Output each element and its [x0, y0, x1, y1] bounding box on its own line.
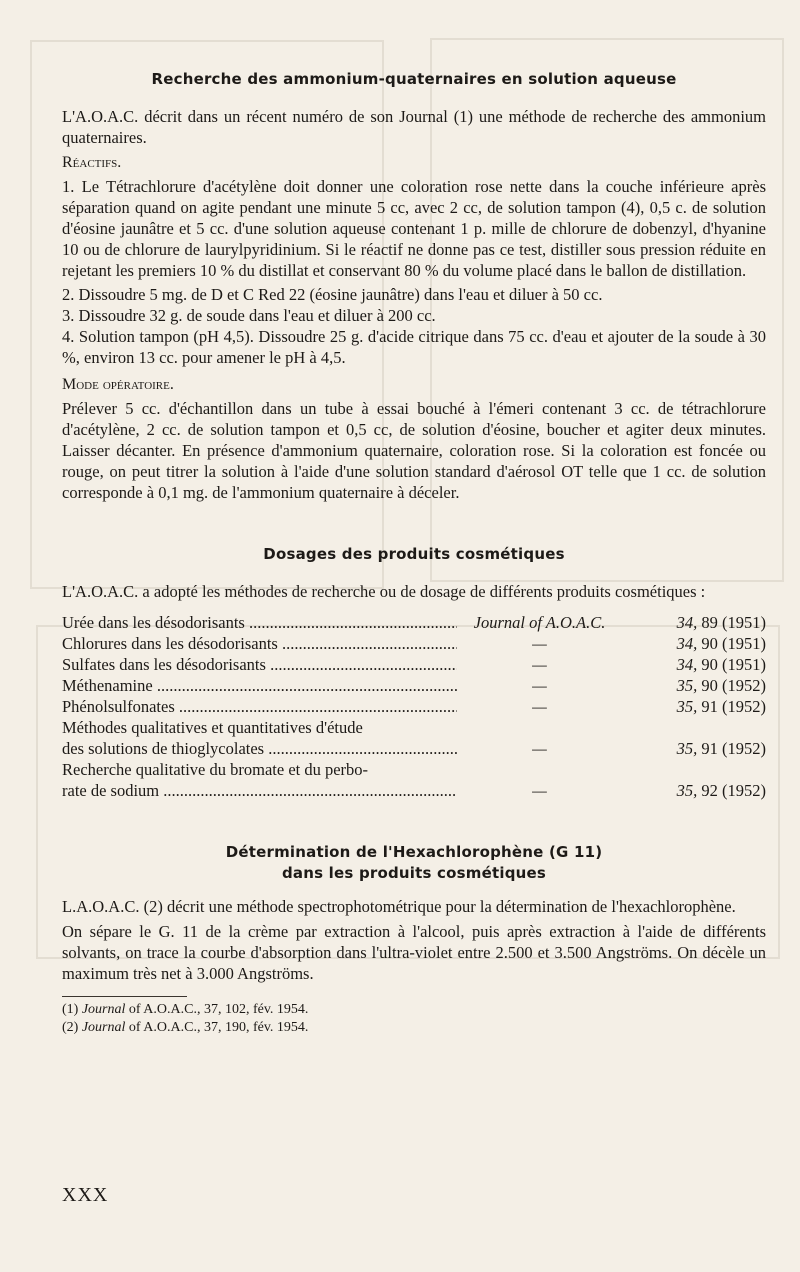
page-year: 90 (1951): [701, 655, 766, 674]
footnote-journal: Journal: [81, 1020, 126, 1035]
section-title-dosages: Dosages des produits cosmétiques: [263, 545, 565, 563]
page-number: XXX: [62, 1184, 109, 1206]
heading-mode-operatoire: Mode opératoire.: [62, 376, 174, 393]
footnote-number: (1): [62, 1002, 79, 1017]
section-title-hexachlorophene-1: Détermination de l'Hexachlorophène (G 11): [225, 843, 603, 861]
reagent-2: 2. Dissoudre 5 mg. de D et C Red 22 (éosine jaunâtre) dans l'eau et diluer à 50 cc.: [62, 285, 603, 304]
section-title-ammonium: Recherche des ammonium-quaternaires en solution aqueuse: [151, 70, 677, 88]
paragraph-hexachlorophene-2: On sépare le G. 11 de la crème par extraction à l'alcool, puis après extraction à l'aide de différents solvants, on trace la courbe d'absorption dans l'ultra-violet entre 2.500 et 3.500 Angströms. On décèle un maximum très net à 3.000 Angströms.: [62, 922, 766, 983]
volume-reference: [622, 654, 766, 675]
footnote-divider: [62, 996, 187, 997]
method-row: [62, 654, 766, 675]
method-label: Urée dans les désodorisants .....: [62, 612, 457, 633]
volume-number: 35,: [676, 739, 698, 758]
volume-reference: [622, 675, 766, 696]
ditto-dash: —: [532, 676, 547, 695]
volume-number: 35,: [676, 676, 698, 695]
footnote-text: of A.O.A.C., 37, 102, fév. 1954.: [128, 1002, 309, 1017]
method-row: [62, 612, 766, 633]
paragraph-intro-ammonium: L'A.O.A.C. décrit dans un récent numéro de son Journal (1) une méthode de recherche des ammonium quaternaires.: [62, 107, 766, 147]
method-label-line1: Méthodes qualitatives et quantitatives d'étude: [62, 718, 363, 737]
footnote-text: of A.O.A.C., 37, 190, fév. 1954.: [128, 1020, 309, 1035]
method-row: [62, 738, 766, 759]
method-row: [62, 696, 766, 717]
page-year: 91 (1952): [701, 739, 766, 758]
volume-reference: [622, 780, 766, 801]
paragraph-mode-operatoire: Prélever 5 cc. d'échantillon dans un tube à essai bouché à l'émeri contenant 3 cc. de tétrachlorure d'acétylène, 2 cc. de solution tampon et 0,5 cc, de solution d'éosine, boucher et agiter deux minutes. Laisser décanter. En présence d'ammonium quaternaire, coloration rose. Si la coloration est foncée ou rouge, on peut titrer la solution à l'aide d'une solution standard d'aérosol OT telle que 1 cc. de solution corresponde à 0,1 mg. de l'ammonium quaternaire à déceler.: [62, 399, 766, 502]
footnote-1: [62, 1001, 766, 1019]
ditto-dash: —: [532, 697, 547, 716]
volume-reference: [622, 633, 766, 654]
method-label: des solutions de thioglycolates .....: [62, 738, 457, 759]
footnote-2: [62, 1019, 766, 1037]
volume-reference: [622, 612, 766, 633]
volume-number: 34,: [676, 655, 698, 674]
page-year: 91 (1952): [701, 697, 766, 716]
volume-number: 34,: [676, 613, 698, 632]
method-label: Méthenamine .....: [62, 675, 457, 696]
method-row: [62, 675, 766, 696]
ditto-dash: —: [532, 634, 547, 653]
volume-reference: [622, 696, 766, 717]
volume-number: 34,: [676, 634, 698, 653]
page-year: 90 (1952): [701, 676, 766, 695]
footnote-number: (2): [62, 1020, 79, 1035]
section-title-hexachlorophene-2: dans les produits cosmétiques: [281, 864, 547, 882]
volume-reference: [622, 738, 766, 759]
method-label: Chlorures dans les désodorisants .....: [62, 633, 457, 654]
volume-number: 35,: [676, 697, 698, 716]
page-year: 92 (1952): [701, 781, 766, 800]
paragraph-hexachlorophene-1: L.A.O.A.C. (2) décrit une méthode spectrophotométrique pour la détermination de l'hexachlorophène.: [62, 897, 736, 916]
method-label: Sulfates dans les désodorisants .....: [62, 654, 457, 675]
reagent-3: 3. Dissoudre 32 g. de soude dans l'eau et diluer à 200 cc.: [62, 306, 436, 325]
method-label: Phénolsulfonates .....: [62, 696, 457, 717]
page-year: 90 (1951): [701, 634, 766, 653]
ditto-dash: —: [532, 739, 547, 758]
method-row: [62, 780, 766, 801]
method-label-line1: Recherche qualitative du bromate et du perbo-: [62, 760, 369, 779]
volume-number: 35,: [676, 781, 698, 800]
reagent-4: 4. Solution tampon (pH 4,5). Dissoudre 25 g. d'acide citrique dans 75 cc. d'eau et ajouter de la soude à 30 %, environ 13 cc. pour amener le pH à 4,5.: [62, 327, 766, 367]
ditto-dash: —: [532, 655, 547, 674]
ditto-dash: —: [532, 781, 547, 800]
article-body: [62, 60, 766, 1037]
journal-reference: Journal of A.O.A.C.: [473, 613, 606, 632]
footnote-journal: Journal: [81, 1002, 126, 1017]
page-year: 89 (1951): [701, 613, 766, 632]
paragraph-intro-dosages: L'A.O.A.C. a adopté les méthodes de recherche ou de dosage de différents produits cosmétiques :: [62, 582, 706, 601]
heading-reactifs: Réactifs.: [62, 154, 122, 171]
reagent-1: 1. Le Tétrachlorure d'acétylène doit donner une coloration rose nette dans la couche inférieure après séparation quand on agite pendant une minute 5 cc, avec 2 cc, de solution tampon (4), 0,5 c. de solution d'éosine jaunâtre et 5 cc. d'une solution aqueuse contenant 1 p. mille de chlorure de dobenzyl, d'hyanine 10 ou de chlorure de laurylpyridinium. Si le réactif ne donne pas ce test, distiller sous pression réduite en rejetant les premiers 10 % du distillat et conservant 80 % du volume placé dans le ballon de distillation.: [62, 177, 766, 280]
method-row: [62, 633, 766, 654]
method-label: rate de sodium .....: [62, 780, 457, 801]
